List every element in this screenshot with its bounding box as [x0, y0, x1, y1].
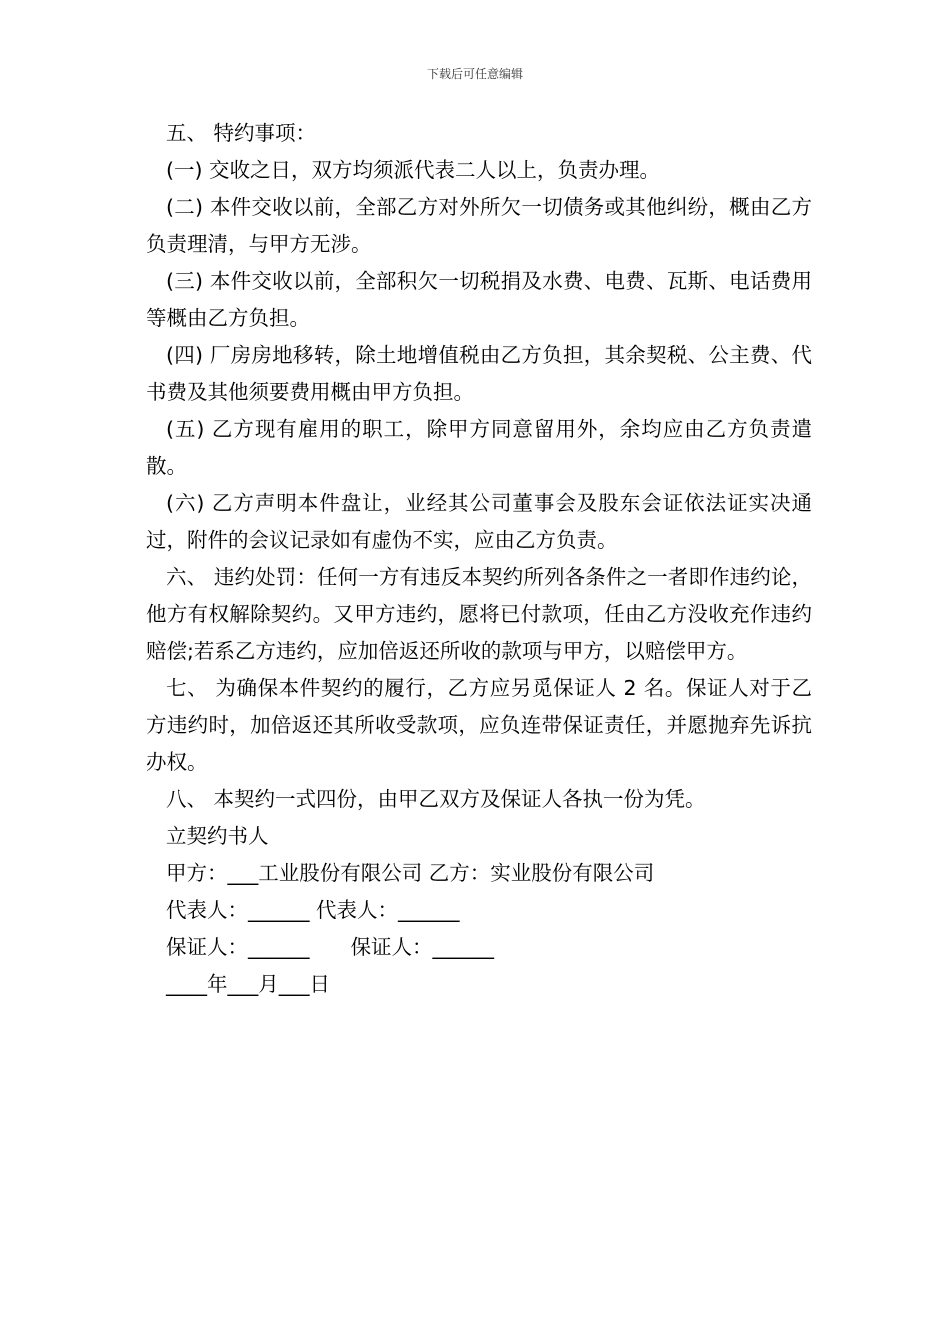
clause-four: (四) 厂房房地移转，除土地增值税由乙方负担，其余契税、公主费、代书费及其他须要费用概由甲方负担。 [146, 343, 812, 404]
party-line: 甲方：___工业股份有限公司 乙方：实业股份有限公司 [166, 861, 655, 885]
representative-line: 代表人：______ 代表人：______ [166, 898, 460, 922]
clause-five: (五) 乙方现有雇用的职工，除甲方同意留用外，余均应由乙方负责遣散。 [146, 417, 812, 478]
date-line: ____年___月___日 [166, 972, 330, 996]
signatories-heading: 立契约书人 [166, 824, 269, 848]
guarantor-line: 保证人：______ 保证人：______ [166, 935, 494, 959]
section-six-breach: 六、 违约处罚：任何一方有违反本契约所列各条件之一者即作违约论，他方有权解除契约。又甲方违约，愿将已付款项，任由乙方没收充作违约赔偿;若系乙方违约，应加倍返还所收的款项与甲方，以赔偿甲方。 [146, 565, 812, 663]
clause-one: (一) 交收之日，双方均须派代表二人以上，负责办理。 [166, 158, 661, 182]
section-five-heading: 五、 特约事项： [166, 121, 317, 145]
section-eight-copies: 八、 本契约一式四份，由甲乙双方及保证人各执一份为凭。 [166, 787, 706, 811]
page-header-note: 下载后可任意编辑 [426, 67, 523, 81]
contract-body [146, 115, 812, 1003]
clause-six: (六) 乙方声明本件盘让，业经其公司董事会及股东会证依法证实决通过，附件的会议记录如有虚伪不实，应由乙方负责。 [146, 491, 812, 552]
clause-two: (二) 本件交收以前，全部乙方对外所欠一切债务或其他纠纷，概由乙方负责理清，与甲方无涉。 [146, 195, 812, 256]
section-seven-guarantor: 七、 为确保本件契约的履行，乙方应另觅保证人 2 名。保证人对于乙方违约时，加倍返还其所收受款项，应负连带保证责任，并愿抛弃先诉抗办权。 [146, 676, 812, 774]
clause-three: (三) 本件交收以前，全部积欠一切税捐及水费、电费、瓦斯、电话费用等概由乙方负担。 [146, 269, 812, 330]
